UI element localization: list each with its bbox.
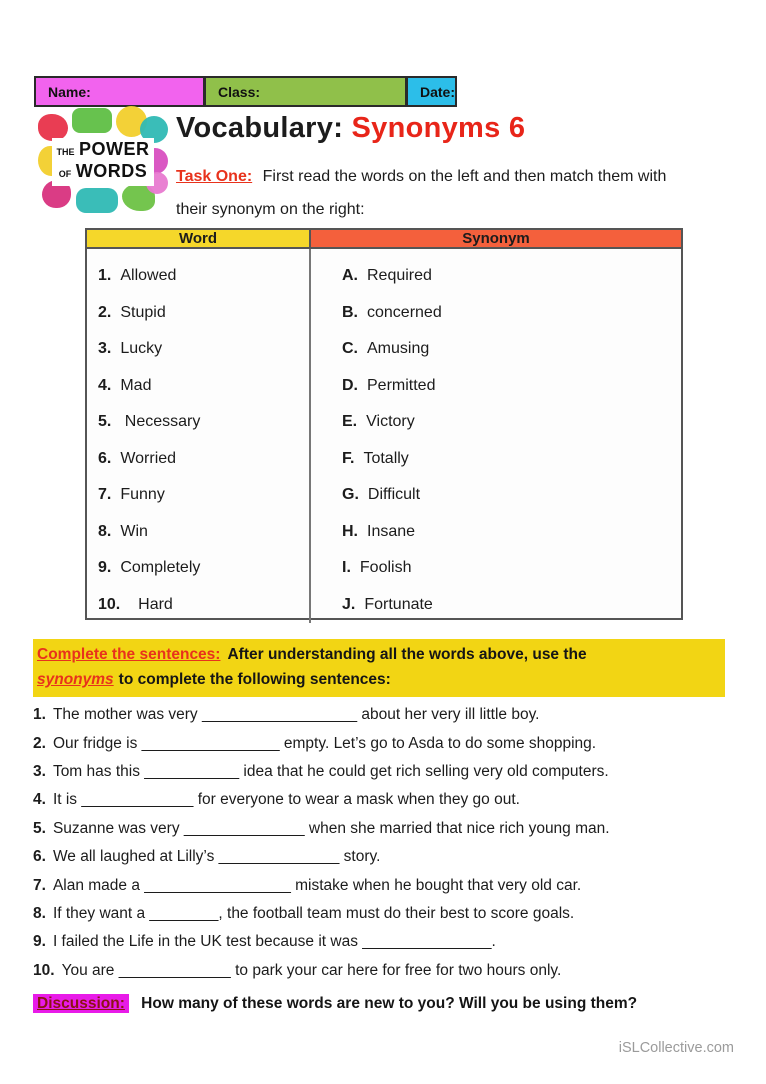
word-number: 7. <box>98 486 112 504</box>
word-number: 2. <box>98 303 112 321</box>
header-field-label: Name: <box>48 83 91 100</box>
table-body <box>87 249 681 623</box>
title-red-part: Synonyms 6 <box>351 112 526 144</box>
sentence-row <box>33 758 748 786</box>
sentence-row <box>33 815 748 843</box>
sentence-row <box>33 957 748 985</box>
sentence-number: 4. <box>33 791 46 809</box>
word-number: 1. <box>98 267 112 285</box>
discussion-line <box>33 995 637 1013</box>
sentence-row <box>33 900 748 928</box>
word-item <box>98 514 309 551</box>
task-one-text2: their synonym on the right: <box>176 201 365 218</box>
synonym-text: Insane <box>367 522 416 540</box>
complete-sentences-text2: to complete the following sentences: <box>118 671 391 688</box>
synonym-item <box>342 368 681 405</box>
discussion-label: Discussion: <box>33 994 129 1013</box>
word-column-header: Word <box>87 230 311 247</box>
sentence-number: 10. <box>33 961 55 979</box>
word-item <box>98 258 309 295</box>
sentence-text: Suzanne was very ______________ when she married that nice rich young man. <box>52 819 610 837</box>
task-one-line2 <box>176 193 736 226</box>
word-number: 10. <box>98 595 121 613</box>
word-number: 3. <box>98 340 112 358</box>
sentence-number: 3. <box>33 762 46 780</box>
sentence-row <box>33 729 748 757</box>
task-one-text1: First read the words on the left and then match them with <box>262 168 667 185</box>
synonym-item <box>342 514 681 551</box>
sentence-number: 2. <box>33 734 46 752</box>
word-text: Mad <box>120 376 152 394</box>
word-item <box>98 477 309 514</box>
synonym-item <box>342 477 681 514</box>
word-text: Lucky <box>120 340 163 358</box>
word-item <box>98 404 309 441</box>
word-number: 4. <box>98 376 112 394</box>
sentence-text: The mother was very __________________ about her very ill little boy. <box>52 706 540 724</box>
word-item <box>98 587 309 624</box>
sentence-text: You are _____________ to park your car here for free for two hours only. <box>61 961 562 979</box>
synonym-text: Foolish <box>359 559 412 577</box>
synonym-text: Totally <box>363 449 409 467</box>
word-text: Win <box>120 522 148 540</box>
sentence-row <box>33 843 748 871</box>
logo-word-of: OF <box>58 169 72 179</box>
header-field-label: Date: <box>420 83 456 100</box>
title-black-part: Vocabulary: <box>176 112 344 144</box>
sentence-text: I failed the Life in the UK test because it was _______________. <box>52 933 496 951</box>
word-text: Necessary <box>120 413 201 431</box>
synonym-letter: J. <box>342 595 356 613</box>
word-text: Stupid <box>120 303 166 321</box>
synonym-item <box>342 587 681 624</box>
synonym-letter: F. <box>342 449 355 467</box>
sentence-text: Our fridge is ________________ empty. Let’s go to Asda to do some shopping. <box>52 734 597 752</box>
synonym-text: Amusing <box>367 340 430 358</box>
synonym-text: concerned <box>367 303 442 321</box>
synonym-letter: I. <box>342 559 351 577</box>
word-number: 6. <box>98 449 112 467</box>
sentence-number: 7. <box>33 876 46 894</box>
header-field <box>406 76 457 107</box>
word-synonym-table <box>85 228 683 620</box>
sentence-text: Alan made a _________________ mistake when he bought that very old car. <box>52 876 582 894</box>
fill-in-sentences <box>33 701 748 985</box>
sentence-number: 8. <box>33 904 46 922</box>
synonym-letter: C. <box>342 340 358 358</box>
word-number: 5. <box>98 413 112 431</box>
synonym-text: Required <box>367 267 432 285</box>
header-fields-row <box>34 76 736 107</box>
header-field <box>34 76 204 107</box>
title-block <box>176 112 736 226</box>
synonym-item <box>342 258 681 295</box>
synonym-text: Fortunate <box>364 595 433 613</box>
word-number: 8. <box>98 522 112 540</box>
sentence-text: Tom has this ___________ idea that he could get rich selling very old computers. <box>52 762 609 780</box>
word-text: Funny <box>120 486 165 504</box>
task-one-label: Task One: <box>176 168 253 185</box>
synonym-item <box>342 295 681 332</box>
synonym-letter: B. <box>342 303 358 321</box>
sentence-row <box>33 871 748 899</box>
sentence-text: If they want a ________, the football team must do their best to score goals. <box>52 904 575 922</box>
word-text: Completely <box>120 559 201 577</box>
complete-sentences-text1: After understanding all the words above, use the <box>227 646 587 663</box>
logo-text <box>52 138 154 186</box>
synonym-text: Victory <box>366 413 415 431</box>
header-field-label: Class: <box>218 83 261 100</box>
synonym-list <box>311 249 681 623</box>
synonym-text: Difficult <box>367 486 421 504</box>
word-text: Worried <box>120 449 177 467</box>
table-header-row <box>87 230 681 249</box>
complete-sentences-instructions <box>33 639 725 697</box>
sentence-number: 1. <box>33 706 46 724</box>
logo-bubble-red <box>38 114 68 141</box>
synonym-letter: A. <box>342 267 358 285</box>
word-item <box>98 441 309 478</box>
sentence-number: 6. <box>33 848 46 866</box>
synonym-letter: E. <box>342 413 358 431</box>
synonym-item <box>342 331 681 368</box>
islcollective-watermark: iSLCollective.com <box>618 1040 734 1056</box>
word-text: Allowed <box>120 267 177 285</box>
word-item <box>98 331 309 368</box>
word-text: Hard <box>129 595 173 613</box>
logo-word-power: POWER <box>78 139 150 159</box>
word-item <box>98 550 309 587</box>
sentence-text: It is _____________ for everyone to wear a mask when they go out. <box>52 791 520 809</box>
word-number: 9. <box>98 559 112 577</box>
logo-bubble-green <box>72 108 112 133</box>
header-field <box>204 76 406 107</box>
synonym-letter: G. <box>342 486 359 504</box>
synonym-column-header: Synonym <box>311 230 681 247</box>
power-of-words-logo <box>38 106 168 218</box>
word-item <box>98 368 309 405</box>
sentence-row <box>33 786 748 814</box>
synonym-text: Permitted <box>367 376 436 394</box>
sentence-number: 9. <box>33 933 46 951</box>
synonym-item <box>342 441 681 478</box>
synonym-item <box>342 550 681 587</box>
sentence-number: 5. <box>33 819 46 837</box>
sentence-row <box>33 701 748 729</box>
synonym-letter: D. <box>342 376 358 394</box>
logo-bubble-teal2 <box>76 188 118 213</box>
synonyms-emphasis: synonyms <box>37 671 114 688</box>
complete-sentences-label: Complete the sentences: <box>37 646 221 663</box>
logo-word-words: WORDS <box>75 161 148 181</box>
synonym-item <box>342 404 681 441</box>
synonym-letter: H. <box>342 522 358 540</box>
word-item <box>98 295 309 332</box>
sentence-row <box>33 928 748 956</box>
sentence-text: We all laughed at Lilly’s ______________ story. <box>52 848 381 866</box>
task-one-line1 <box>176 160 736 193</box>
page-title <box>176 112 736 145</box>
word-list <box>87 249 311 623</box>
logo-word-the: THE <box>56 147 75 157</box>
discussion-text: How many of these words are new to you? Will you be using them? <box>141 995 638 1012</box>
